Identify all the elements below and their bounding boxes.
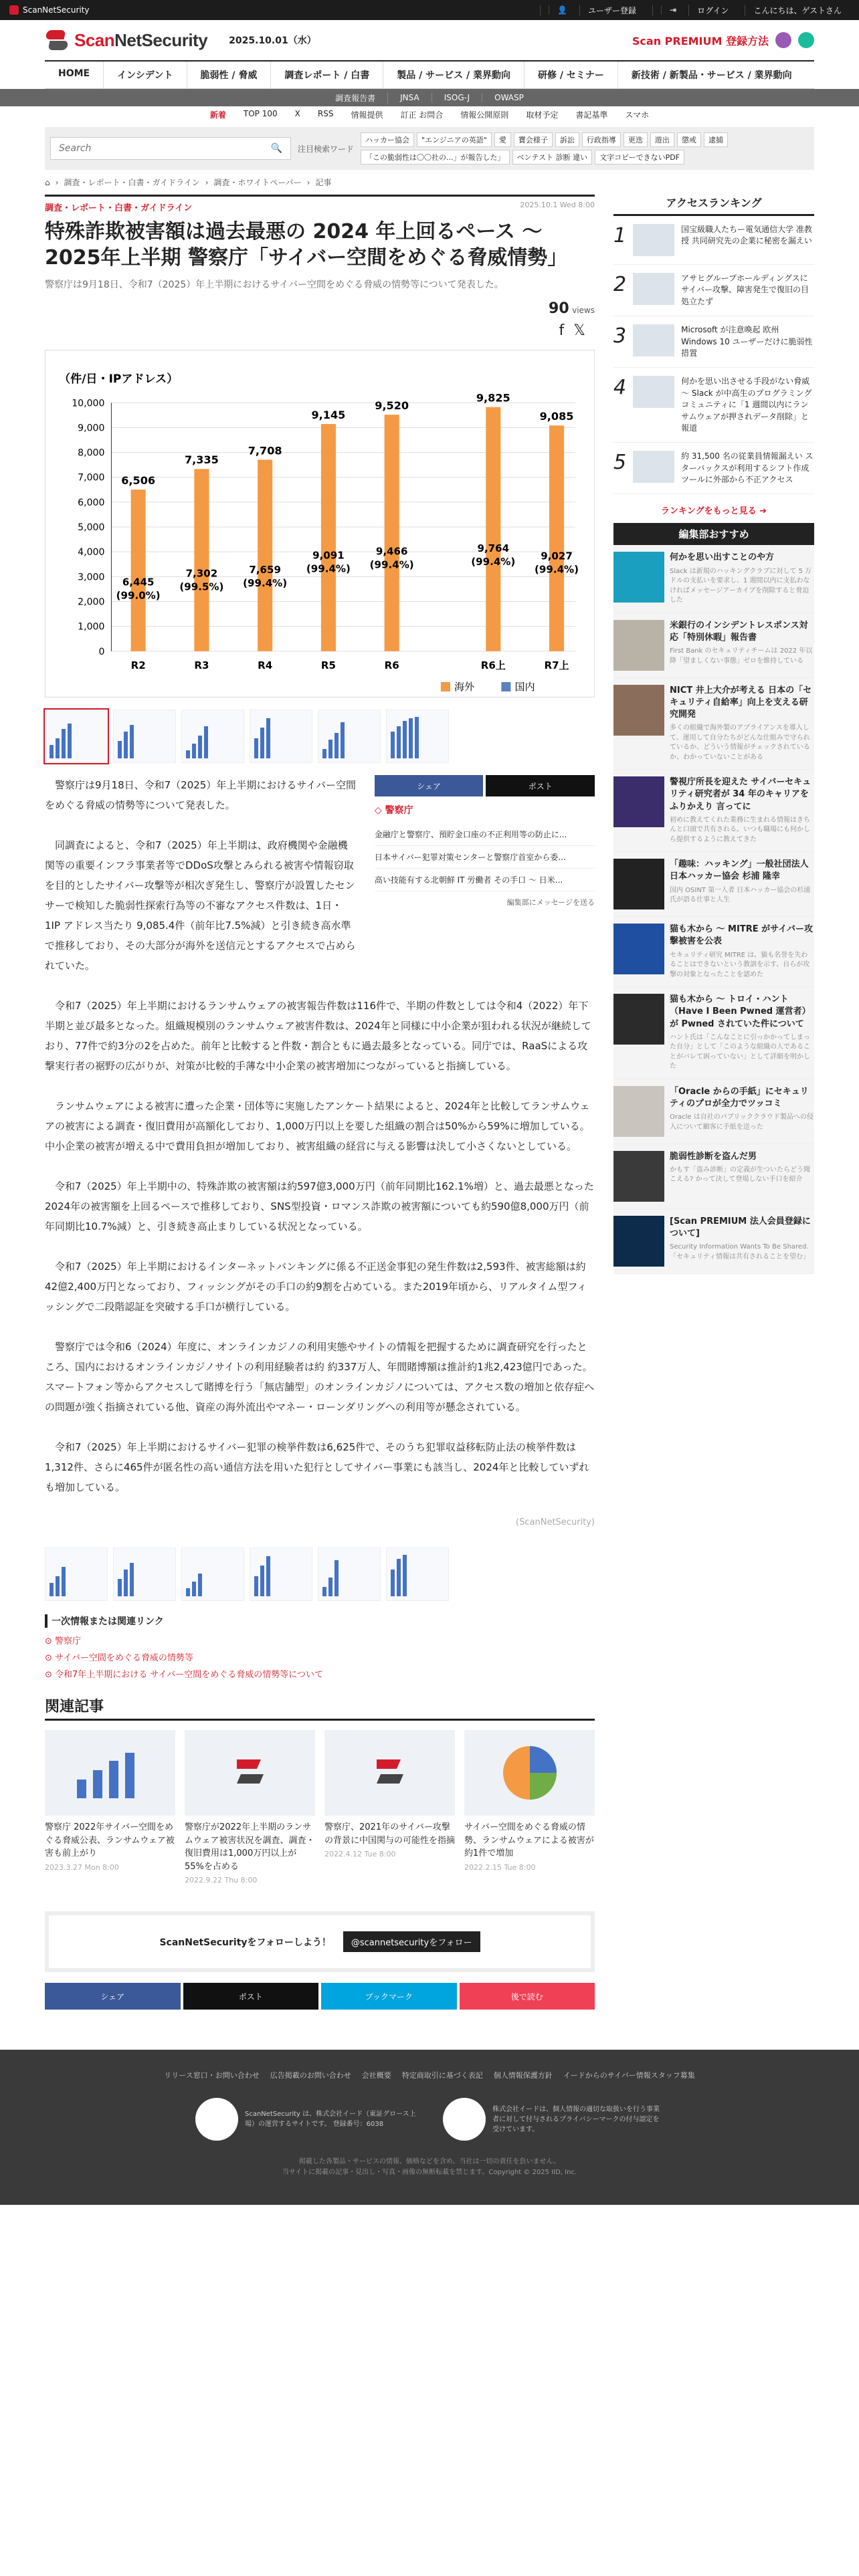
nav-home[interactable]: HOME <box>45 62 104 88</box>
article-paragraph: ランサムウェアによる被害に遭った企業・団体等に実施したアンケート結果によると、2024年と比較してランサムウェアの被害による調査・復旧費用が高額化しており、1,000万円以上を要した組織の割合は50%から59%に増加している。中小企業の被害が増える中で費用負担が増加しており、被害組織の経営に与える影響は決して小さくないとしている。 <box>45 1100 590 1152</box>
share-panel <box>375 775 595 996</box>
premium-link[interactable]: Scan PREMIUM 登録方法 <box>632 34 769 47</box>
ranking-title-text: 約 31,500 名の従業員情報漏えい スターバックスが利用するシフト作成ツールに外部から不正アクセス <box>681 451 814 485</box>
breadcrumb-item[interactable]: 調査・ホワイトペーパー <box>213 178 302 187</box>
related-card-date: 2023.3.27 Mon 8:00 <box>45 1862 119 1872</box>
y-tick-label: 4,000 <box>78 547 105 558</box>
article-body-top <box>45 775 595 996</box>
brand-icon <box>9 5 19 15</box>
y-tick-label: 7,000 <box>78 472 105 484</box>
home-icon[interactable]: ⌂ <box>45 177 50 187</box>
view-count <box>45 300 595 317</box>
y-tick-label: 3,000 <box>78 572 105 583</box>
related-link[interactable]: 高い技能有する北朝鮮 IT 労働者 その手口 〜 日米... <box>375 869 595 891</box>
bar-chart <box>51 356 589 691</box>
footer-link[interactable]: 会社概要 <box>361 2071 391 2080</box>
related-card-date: 2022.4.12 Tue 8:00 <box>324 1850 396 1858</box>
search-icon[interactable]: 🔍 <box>270 143 282 154</box>
bar <box>194 469 209 651</box>
primary-link-label: 令和7年上半期における サイバー空間をめぐる脅威の情勢等について <box>55 1670 324 1680</box>
logo-prefix: Scan <box>74 29 115 50</box>
logo-mark-icon <box>45 28 69 52</box>
x-share-button[interactable]: ポスト <box>486 775 595 796</box>
keyword[interactable]: 逮捕 <box>704 132 728 147</box>
rank-number: 5 <box>613 451 627 475</box>
pick-thumb <box>613 685 664 736</box>
related-card-title: 警察庁 2022年サイバー空間をめぐる脅威公表、ランサムウェア被害も前上がり <box>45 1822 175 1858</box>
privacy-mark-icon <box>443 2098 486 2141</box>
pocket-button[interactable]: 後で読む <box>460 1983 595 2010</box>
tag-link[interactable]: ◇ 警察庁 <box>374 805 413 816</box>
bar-inner-label: 9,466 <box>375 545 408 558</box>
thumbnail[interactable] <box>386 1547 449 1601</box>
subnav-jnsa[interactable]: JNSA <box>388 93 432 102</box>
follow-x-button[interactable]: @scannetsecurityをフォロー <box>343 1931 480 1952</box>
facebook-share-button[interactable]: シェア <box>45 1983 181 2010</box>
x-share-button[interactable]: ポスト <box>183 1983 319 2010</box>
share-mini <box>45 322 595 339</box>
related-card-title: サイバー空間をめぐる脅威の情勢、ランサムウェアによる被害が約1件で増加 <box>464 1822 594 1858</box>
article-paragraph: 令和7（2025）年上半期におけるサイバー犯罪の検挙件数は6,625件で、そのうち犯罪収益移転防止法の検挙件数は1,312件、さらに465件が匿名性の高い通信方法を用いた犯行としてサイバー事業にも該当し、2024年と比較していずれも増加している。 <box>45 1441 589 1493</box>
keyword[interactable]: 行政指導 <box>582 132 621 147</box>
pick-thumb <box>613 1151 664 1202</box>
bar <box>321 424 336 651</box>
related-card-image <box>45 1730 175 1816</box>
site-logo[interactable] <box>45 28 316 52</box>
pick-desc: 国内 OSINT 第一人者 日本ハッカー協会の杉浦氏が語る仕事と人生 <box>670 886 811 904</box>
y-tick-label: 10,000 <box>72 398 105 409</box>
pick-item[interactable] <box>613 987 814 1079</box>
subnav-isogj[interactable]: ISOG-J <box>432 93 482 102</box>
article-meta <box>45 195 595 213</box>
logo-icon <box>370 1753 410 1793</box>
tag-disclosure[interactable]: 情報公開原則 <box>460 110 509 120</box>
nav-vuln[interactable]: 脆弱性 / 脅威 <box>187 62 272 88</box>
thumbnail[interactable] <box>250 1547 312 1601</box>
related-card[interactable] <box>324 1730 455 1885</box>
y-tick-label: 1,000 <box>78 621 105 633</box>
ranking-title-text: 国宝級職人たちー電気通信大学 准教授 共同研究先の企業に秘密を漏えい <box>681 225 812 246</box>
bar-inner-label: (99.4%) <box>471 556 516 568</box>
keyword-label: 注目検索ワード <box>298 144 355 154</box>
tag-new[interactable]: 新着 <box>209 110 226 120</box>
footer-org-text: ScanNetSecurity は、株式会社イード（東証グロース上場）の運営するサイトです。 登録番号：6038 <box>245 2111 416 2128</box>
tag-x[interactable]: X <box>294 109 300 118</box>
logo-text <box>74 30 207 51</box>
y-tick-label: 0 <box>98 646 105 657</box>
tag-label: 警察庁 <box>385 805 413 816</box>
pick-desc: 多くの組織で海外製のアプライアンスを導入して、運用して自分たちがどんな仕組みで守られているか、どういう情報がチェックされているか、わかっていないことがある <box>670 724 810 761</box>
x-tick-label: R4 <box>258 659 273 671</box>
ranking-item[interactable] <box>613 368 814 443</box>
rank-number: 4 <box>613 376 627 400</box>
ranking-item[interactable] <box>613 316 814 368</box>
y-tick-label: 9,000 <box>78 423 105 434</box>
thumbnail[interactable] <box>318 1547 381 1601</box>
bar-inner-label: (99.4%) <box>535 563 579 576</box>
pick-desc: 初めに教えてくれた業務に生まれる情報はきちんと口頭で共有される。いつも職場にも何かしら提供するように教えてきた <box>670 816 810 843</box>
related-link[interactable]: 日本サイバー犯罪対策センターと警察庁首室から委... <box>375 846 595 869</box>
footer-orgs <box>0 2098 859 2141</box>
ranking-title-text: Microsoft が注意喚起 欧州 Windows 10 ユーザーだけに脆弱性措置 <box>681 325 813 358</box>
keyword[interactable]: 「この脆弱性は〇〇社の...」が報告した」 <box>361 150 510 165</box>
legend-swatch <box>441 682 450 691</box>
related-card-image <box>185 1730 315 1816</box>
tag-info[interactable]: 情報提供 <box>351 110 383 120</box>
ranking-thumb <box>633 324 674 356</box>
article-lead: 警察庁は9月18日、令和7（2025）年上半期におけるサイバー空間をめぐる脅威の情勢等について発表した。 <box>45 280 504 290</box>
x-icon[interactable]: 𝕏 <box>573 322 595 339</box>
footer-org <box>443 2098 664 2141</box>
follow-text: ScanNetSecurityをフォローしよう！ <box>159 1937 331 1948</box>
article-paragraph: 令和7（2025）年上半期におけるランサムウェアの被害報告件数は116件で、半期の件数としては令和4（2022）年下半期と並び最多となった。組織規模別のランサムウェア被害件数は、2024年と同様に中小企業が狙われる状況が継続しており、77件で約3分の2を占めた。前年と比較すると件数・割合ともに過去最多となっている。同庁では、RaaSによる攻撃実行者の裾野の広がりが、対策が比較的手薄な中小企業の被害増加につながっていると指摘している。 <box>45 1000 591 1072</box>
thumbnail[interactable] <box>181 1547 244 1601</box>
tag-correction[interactable]: 訂正 お問合 <box>400 110 444 120</box>
subnav-report[interactable]: 調査報告書 <box>323 92 388 104</box>
primary-link[interactable]: ⊙ 警察庁 <box>45 1636 82 1646</box>
pick-desc: かもす「盗み診断」の定義が生ついたらどう聞こえる? かって決して登場しない手口を紹介 <box>670 1166 810 1184</box>
x-tick-label: R7上 <box>544 659 569 671</box>
keyword[interactable]: 愛 <box>494 132 511 147</box>
copyright-text: 当サイトに掲載の記事・見出し・写真・画像の無断転載を禁じます。Copyright © 2025 IID, Inc. <box>282 2169 577 2176</box>
x-tick-label: R5 <box>320 659 336 671</box>
x-tick-label: R6上 <box>480 659 506 671</box>
related-card[interactable] <box>185 1730 315 1885</box>
greeting: こんにちは、ゲストさん <box>745 5 850 16</box>
tag-mobile[interactable]: スマホ <box>625 110 650 120</box>
ranking-thumb <box>633 376 674 408</box>
keyword[interactable]: 文字コピーできないPDF <box>595 150 684 165</box>
keyword[interactable]: 寶会様子 <box>514 132 553 147</box>
sidebar <box>613 195 814 2050</box>
breadcrumb-item: 記事 <box>315 178 332 187</box>
article-source: (ScanNetSecurity) <box>516 1517 595 1527</box>
view-number: 90 <box>549 300 569 317</box>
pick-desc: Security Information Wants To Be Shared.「セキュリティ情報は共有されることを望む」 <box>670 1243 809 1261</box>
pick-title: 猫も木から 〜 トロイ・ハント（Have I Been Pwned 運営者）が Pwned されていた件について <box>670 994 811 1029</box>
footer-org <box>195 2098 416 2141</box>
ranking-thumb <box>633 273 674 305</box>
article-paragraph: 令和7（2025）年上半期におけるインターネットバンキングに係る不正送金事犯の発生件数は2,593件、被害総額は約42億2,400万円となっており、フィッシングがその手口の約9割を占めている。また2019年頃から、リアルタイム型フィッシングで二段階認証を突破する手口が横行している。 <box>45 1261 587 1313</box>
pick-item[interactable] <box>613 917 814 987</box>
pick-item[interactable] <box>613 1144 814 1209</box>
breadcrumb-sep: › <box>306 177 310 187</box>
related-card[interactable] <box>464 1730 595 1885</box>
article-timestamp: 2025.10.1 Wed 8:00 <box>520 201 595 209</box>
bar-value-label: 9,085 <box>539 410 574 423</box>
pick-title: [Scan PREMIUM 法人会員登録について] <box>670 1216 811 1239</box>
article-body-left <box>45 775 357 996</box>
nav-newtech[interactable]: 新技術 / 新製品・サービス / 業界動向 <box>631 70 792 81</box>
register-link[interactable] <box>540 5 652 16</box>
pick-item[interactable] <box>613 852 814 917</box>
primary-link-label: サイバー空間をめぐる脅威の情勢等 <box>55 1653 193 1663</box>
tag-rss[interactable]: RSS <box>317 109 334 118</box>
tag-nav <box>45 106 814 123</box>
pick-thumb <box>613 620 664 671</box>
hatena-bookmark-button[interactable]: ブックマーク <box>321 1983 457 2010</box>
pie-thumbnail-icon <box>500 1743 560 1803</box>
ranking-more-label: ランキングをもっと見る <box>660 506 757 517</box>
related-card-title: 警察庁が2022年上半期のランサムウェア被害状況を調査、調査・復旧費用は1,000万円以上が55%を占める <box>185 1822 315 1872</box>
pick-desc: First Bank のセキュリティチームは 2022 年以降「望ましくない事態」ゼロを維持している <box>670 647 813 665</box>
rank-number: 3 <box>613 324 627 348</box>
keyword[interactable]: 懲戒 <box>677 132 701 147</box>
ranking-more-link[interactable]: ランキングをもっと見る ➔ <box>660 506 767 517</box>
related-card-title: 警察庁、2021年のサイバー攻撃の背景に中国関与の可能性を指摘 <box>324 1822 456 1846</box>
article-main <box>45 195 595 2050</box>
ranking-title-text: アサヒグループホールディングスにサイバー攻撃、障害発生で復旧の目処立たず <box>681 274 809 306</box>
nav-product[interactable]: 製品 / サービス / 業界動向 <box>383 62 524 88</box>
primary-link-label: 警察庁 <box>55 1636 82 1646</box>
bar-inner-label: 9,027 <box>541 550 573 562</box>
bar <box>131 490 146 651</box>
footer-link[interactable]: リリース窓口・お問い合わせ <box>164 2071 260 2080</box>
bar-value-label: 9,520 <box>375 399 409 413</box>
bar-inner-label: (99.5%) <box>179 580 224 593</box>
bar-inner-label: 7,659 <box>249 564 281 576</box>
nav-incident[interactable]: インシデント <box>104 62 187 88</box>
pick-desc: セキュリティ研究 MITRE は、猫も名誉を失わることはできないという教訓を示す、自らが攻撃の対象となったことを認めた <box>670 951 810 978</box>
brand-mini-label: ScanNetSecurity <box>23 5 90 15</box>
pick-item[interactable] <box>613 613 814 678</box>
follow-box <box>45 1911 595 1972</box>
bar <box>385 415 399 651</box>
search-box <box>50 137 291 160</box>
top-bar <box>0 0 859 20</box>
bar-inner-label: 9,764 <box>477 542 510 555</box>
related-card-image <box>324 1730 455 1816</box>
thumbnail[interactable] <box>45 710 108 763</box>
bar-inner-label: (99.4%) <box>369 558 414 571</box>
footer-link[interactable]: 広告掲載のお問い合わせ <box>270 2071 351 2080</box>
site-header <box>45 20 814 60</box>
edit-message-link[interactable]: 編集部にメッセージを送る <box>506 898 595 907</box>
pick-thumb <box>613 776 664 827</box>
ranking-thumb <box>633 451 674 483</box>
footer-link[interactable]: 個人情報保護方針 <box>493 2071 553 2080</box>
site-footer <box>0 2050 859 2205</box>
legend-swatch <box>501 682 510 691</box>
login-link[interactable] <box>652 5 745 16</box>
disclaimer: 掲載した各製品・サービスの情報、価格などを含め、当社は一切の責任を負いません。 <box>298 2158 561 2165</box>
related-card-image <box>464 1730 595 1816</box>
y-tick-label: 5,000 <box>78 522 105 534</box>
legend-label: 国内 <box>514 680 535 691</box>
pick-desc: ハント氏は「こんなことに引っかかってしまった自分」として「このような組織の人であることがバレて困っていない」として詳細を明かした <box>670 1033 810 1071</box>
pick-item[interactable] <box>613 1079 814 1144</box>
related-card-date: 2022.2.15 Tue 8:00 <box>464 1862 536 1872</box>
keyword[interactable]: ハッカー協会 <box>361 132 414 147</box>
logo-rest: NetSecurity <box>114 29 208 50</box>
pick-title: 「Oracle からの手紙」にセキュリティのプロが全力でツッコミ <box>670 1086 809 1109</box>
primary-link[interactable]: ⊙ 令和7年上半期における サイバー空間をめぐる脅威の情勢等について <box>45 1670 324 1680</box>
keyword[interactable]: 訴訟 <box>555 132 579 147</box>
article-category[interactable]: 調査・レポート・白書・ガイドライン <box>45 203 193 213</box>
breadcrumb-sep: › <box>55 177 59 187</box>
chart-figure[interactable] <box>45 350 595 697</box>
pick-title: 警視庁所長を迎えた サイバーセキュリティ研究者が 34 年のキャリアをふりかえり 言ってに <box>670 777 812 812</box>
pick-title: 「趣味：ハッキング」一般社団法人日本ハッカー協会 杉浦 隆幸 <box>670 859 809 882</box>
nav-report[interactable]: 調査レポート / 白書 <box>271 62 383 88</box>
ranking-item[interactable] <box>613 216 814 265</box>
bar <box>258 459 272 651</box>
pick-title: NICT 井上大介が考える 日本の「セキュリティ自給率」向上を支える研究開発 <box>670 685 812 720</box>
image-thumbnails <box>45 710 595 763</box>
copyright <box>0 2157 859 2178</box>
share-bar <box>45 1983 595 2010</box>
bar-value-label: 6,506 <box>121 474 156 488</box>
pick-item[interactable] <box>613 678 814 770</box>
header-date: 2025.10.01（水） <box>229 35 316 46</box>
x-tick-label: R6 <box>384 659 399 671</box>
podcast-icon[interactable] <box>798 32 814 48</box>
bar-value-label: 7,708 <box>248 444 282 457</box>
thumbnail[interactable] <box>45 1547 108 1601</box>
pick-thumb <box>613 1086 664 1137</box>
thumbnail[interactable] <box>113 710 176 763</box>
breadcrumb-sep: › <box>205 177 209 187</box>
footer-link[interactable]: イードからのサイバー情報スタッフ募集 <box>563 2071 695 2080</box>
view-unit: views <box>572 306 595 315</box>
bar-inner-label: (99.0%) <box>116 589 161 602</box>
nav-seminar[interactable]: 研修 / セミナー <box>524 62 618 88</box>
related-card-date: 2022.9.22 Thu 8:00 <box>185 1876 258 1885</box>
keyword[interactable]: "エンジニアの英語" <box>417 132 492 147</box>
bar <box>486 407 500 651</box>
logo-icon <box>230 1753 270 1793</box>
bar-value-label: 9,825 <box>476 391 510 405</box>
bar-value-label: 9,145 <box>311 409 346 422</box>
footer-link[interactable]: 特定商取引に基づく表記 <box>401 2071 483 2080</box>
footer-links <box>0 2070 859 2080</box>
keyword[interactable]: ベンテスト 診断 違い <box>512 150 593 165</box>
pick-thumb <box>613 859 664 909</box>
instagram-icon[interactable] <box>775 32 791 48</box>
keyword[interactable]: 遊出 <box>650 132 674 147</box>
facebook-share-button[interactable]: シェア <box>375 775 484 796</box>
keyword[interactable]: 更迭 <box>624 132 648 147</box>
ranking-item[interactable] <box>613 443 814 494</box>
subnav-owasp[interactable]: OWASP <box>494 93 524 102</box>
bar-inner-label: 9,091 <box>312 549 345 562</box>
search-band <box>45 127 814 170</box>
jpx-seal-icon <box>195 2098 238 2141</box>
thumbnail[interactable] <box>250 710 312 763</box>
pick-title: 米銀行のインシデントレスポンス対応「特別休暇」報告書 <box>670 620 808 643</box>
x-tick-label: R2 <box>130 659 146 671</box>
ranking-item[interactable] <box>613 265 814 316</box>
pick-thumb <box>613 1216 664 1267</box>
article-body <box>45 996 595 1497</box>
primary-link[interactable]: ⊙ サイバー空間をめぐる脅威の情勢等 <box>45 1653 193 1663</box>
main-nav <box>45 60 814 89</box>
pick-title: 何かを思い出すことのや方 <box>670 552 775 563</box>
bar-inner-label: 6,445 <box>122 576 155 588</box>
rank-number: 2 <box>613 273 627 296</box>
thumbnail[interactable] <box>113 1547 176 1601</box>
tag-schedule[interactable]: 取材予定 <box>526 110 559 120</box>
bar-inner-label: 7,302 <box>185 567 218 580</box>
pick-title: 脆弱性診断を盗んだ男 <box>670 1151 757 1162</box>
y-axis-label: （件/日・IPアドレス） <box>59 372 179 387</box>
page-layout <box>45 195 814 2050</box>
y-tick-label: 6,000 <box>78 497 105 508</box>
register-label: ユーザー登録 <box>579 5 644 16</box>
footer-org-text: 株式会社イードは、個人情報の適切な取扱いを行う事業者に対して付与されるプライバシーマークの付与認定を受けています。 <box>492 2105 660 2133</box>
article-paragraph: 警察庁では令和6（2024）年度に、オンラインカジノの利用実態やサイトの情報を把握するために調査研究を行ったところ、国内におけるオンラインカジノサイトの利用経験者は約 約337万人、年間賭博額は推計約1兆2,423億円であった。スマートフォン等からアクセスして賭博を行う「無店舗型」のオンラインカジノについては、アクセス数の増加と依存症への問題が強く指摘されている他、資産の海外流出やマネー・ローンダリングへの利用等が懸念されている。 <box>45 1341 595 1413</box>
brand-mini[interactable] <box>9 5 90 15</box>
login-label: ログイン <box>688 5 737 16</box>
pick-title: 猫も木から 〜 MITRE がサイバー攻撃被害を公表 <box>670 924 813 947</box>
pick-thumb <box>613 924 664 974</box>
article-paragraph: 令和7（2025）年上半期中の、特殊詐欺の被害額は約597億3,000万円（前年同期比162.1%増）と、過去最悪となった2024年の被害額を上回るペースで推移しており、SNS型投資・ロマンス詐欺の被害額についても約590億8,000万円（前年同期比10.7%減）と、引き続き高止まりしている状況となっている。 <box>45 1180 594 1232</box>
ranking-title: アクセスランキング <box>613 195 814 216</box>
chart-thumbnail-icon <box>70 1746 151 1800</box>
x-tick-label: R3 <box>194 659 209 671</box>
user-icon: 👤 <box>549 5 575 15</box>
image-thumbnails-bottom <box>45 1547 595 1601</box>
tag-top100[interactable]: TOP 100 <box>243 109 278 118</box>
pick-item[interactable] <box>613 770 814 852</box>
bar-inner-label: (99.4%) <box>243 577 288 590</box>
related-cards <box>45 1730 595 1885</box>
article-paragraph: 同調査によると、令和7（2025）年上半期は、政府機関や金融機関等の重要インフラ事業者等でDDoS攻撃とみられる被害や情報窃取を目的としたサイバー攻撃等が相次ぎ発生し、警察庁が設置したセンサーで検知した脆弱性探索行為等の不審なアクセス件数は、1日・1IP アドレス当たり 9,085.4件（前年比7.5%減）と引き続き高水準で推移しており、その大部分が海外を送信元とするアクセスで占められていた。 <box>45 839 356 972</box>
ranking-title-text: 何かを思い出させる手段がない脅威 〜 Slack が中高生のプログラミングコミュニティに「1 週間以内にランサムウェアが押されデータ削除」と報道 <box>681 377 812 433</box>
thumbnail[interactable] <box>386 710 449 763</box>
pick-desc: Slack は新規のハッキングクラブに対して 5 万ドルの支払いを要求し、1 週間以内に支払わなければメッセージアーカイブを削除すると脅迫した <box>670 567 812 605</box>
search-input[interactable] <box>59 143 246 154</box>
pick-item[interactable] <box>613 1209 814 1274</box>
pick-desc: Oracle は自社のパブリッククラウド製品への侵入について顧客に手紙を送った <box>670 1113 814 1131</box>
tag-standard[interactable]: 書記基準 <box>575 110 608 120</box>
pick-item[interactable] <box>613 545 814 613</box>
thumbnail[interactable] <box>181 710 244 763</box>
picks-title: 編集部おすすめ <box>613 523 814 545</box>
y-tick-label: 8,000 <box>78 447 105 459</box>
bar <box>549 425 564 651</box>
related-card[interactable] <box>45 1730 175 1885</box>
breadcrumb-item[interactable]: 調査・レポート・白書・ガイドライン <box>64 178 200 187</box>
pick-thumb <box>613 552 664 603</box>
breadcrumb <box>45 177 814 188</box>
sub-nav <box>0 89 859 106</box>
bar-inner-label: (99.4%) <box>306 562 351 575</box>
facebook-icon[interactable]: f <box>559 322 574 339</box>
article-paragraph: 警察庁は9月18日、令和7（2025）年上半期におけるサイバー空間をめぐる脅威の情勢等について発表した。 <box>45 779 357 811</box>
pick-thumb <box>613 994 664 1045</box>
keyword-grid <box>361 132 735 165</box>
thumbnail[interactable] <box>318 710 381 763</box>
y-tick-label: 2,000 <box>78 597 105 608</box>
bar-value-label: 7,335 <box>184 453 219 467</box>
legend-label: 海外 <box>454 680 475 691</box>
primary-links-heading: 一次情報または関連リンク <box>45 1614 595 1628</box>
related-heading: 関連記事 <box>45 1695 595 1721</box>
rank-number: 1 <box>613 224 627 247</box>
page-title: 特殊詐欺被害額は過去最悪の 2024 年上回るペース 〜 2025年上半期 警察庁「サイバー空間をめぐる脅威情勢」 <box>45 220 568 270</box>
primary-links <box>45 1614 595 1682</box>
login-icon: ⇥ <box>661 5 684 15</box>
related-link[interactable]: 金融庁と警察庁、預貯金口座の不正利用等の防止に... <box>375 823 595 846</box>
ranking-thumb <box>633 224 674 256</box>
